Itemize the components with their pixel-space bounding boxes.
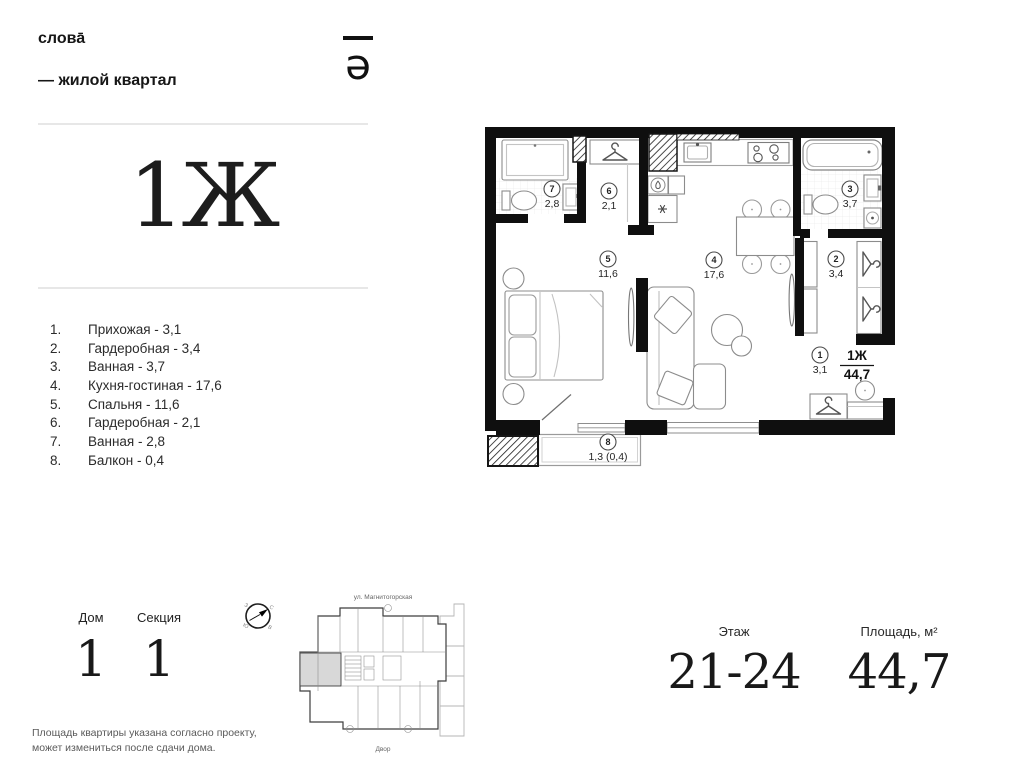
- floor-block: [664, 624, 804, 700]
- svg-text:1,3 (0,4): 1,3 (0,4): [588, 451, 628, 463]
- side-table: [732, 336, 752, 356]
- unit-label: [840, 348, 874, 382]
- compass-icon: [240, 598, 276, 634]
- divider-bottom: [38, 287, 368, 289]
- svg-text:2,1: 2,1: [601, 200, 617, 212]
- svg-text:Ю: Ю: [241, 622, 250, 631]
- svg-text:С: С: [268, 604, 275, 612]
- svg-text:7: 7: [549, 184, 555, 195]
- room-list: [50, 323, 222, 473]
- highlighted-unit: [300, 653, 341, 686]
- section-block: [124, 610, 194, 687]
- stove: [748, 143, 789, 164]
- room-list-item: 4. Кухня-гостиная - 17,6: [50, 378, 222, 394]
- building-minimap: [288, 586, 472, 766]
- street-label: ул. Магнитогорская: [353, 594, 413, 601]
- svg-text:8: 8: [605, 437, 611, 448]
- area-label: Площадь, м²: [860, 624, 938, 639]
- svg-text:З: З: [243, 602, 249, 610]
- sink: [864, 175, 882, 201]
- room-list-item: 5. Спальня - 11,6: [50, 396, 180, 412]
- area-value: 44,7: [847, 644, 951, 700]
- yard-label: Двор: [375, 746, 391, 753]
- house-label: Дом: [78, 610, 104, 625]
- room-label-2: [828, 251, 844, 280]
- svg-text:5: 5: [605, 254, 611, 265]
- svg-text:4: 4: [711, 255, 717, 266]
- room-list-item: 1. Прихожая - 3,1: [50, 322, 182, 337]
- toilet: [804, 195, 838, 214]
- room-list-item: 2. Гардеробная - 3,4: [50, 340, 201, 356]
- utility-box: [669, 176, 685, 194]
- svg-text:44,7: 44,7: [843, 367, 871, 382]
- room-label-6: [601, 183, 617, 212]
- brand-logo: [38, 28, 177, 91]
- brand-mark: [340, 36, 376, 87]
- room-list-item: 3. Ванная - 3,7: [50, 359, 166, 375]
- sofa: [647, 287, 726, 409]
- toilet: [502, 191, 537, 210]
- brand-line2: — жилой квартал: [38, 72, 177, 89]
- svg-text:1Ж: 1Ж: [847, 348, 867, 363]
- shower-cabin: [502, 140, 568, 180]
- svg-text:В: В: [266, 624, 273, 632]
- section-value: 1: [143, 630, 175, 688]
- floor-label: Этаж: [718, 624, 750, 639]
- room-label-1: [812, 347, 828, 376]
- washing-machine: [864, 208, 881, 228]
- room-list-item: 7. Ванная - 2,8: [50, 434, 166, 450]
- room-list-item: 8. Балкон - 0,4: [50, 452, 165, 468]
- apartment-type-title: 1Ж: [128, 144, 278, 247]
- room-label-4: [704, 252, 725, 281]
- tv-living: [789, 274, 794, 326]
- brand-line1: слова̄: [38, 30, 86, 47]
- brand-mark-glyph: ə: [345, 40, 371, 89]
- bed: [505, 291, 603, 380]
- svg-text:2,8: 2,8: [544, 198, 560, 210]
- svg-text:3,7: 3,7: [842, 198, 858, 210]
- area-block: [826, 624, 972, 700]
- svg-text:3: 3: [847, 184, 853, 195]
- svg-text:17,6: 17,6: [703, 269, 725, 281]
- floor-value: 21-24: [667, 644, 801, 700]
- bathtub: [803, 140, 882, 170]
- nightstand: [503, 268, 524, 289]
- house-block: [56, 610, 126, 687]
- svg-text:6: 6: [606, 186, 612, 197]
- floor-plan: [478, 118, 908, 488]
- svg-text:1: 1: [817, 350, 823, 361]
- tv-bedroom: [629, 288, 634, 346]
- svg-text:2: 2: [833, 254, 839, 265]
- section-label: Секция: [136, 610, 182, 625]
- room-label-5: [598, 251, 618, 280]
- house-value: 1: [75, 630, 107, 688]
- kitchen-sink: [684, 143, 711, 162]
- dining-set: [737, 200, 795, 274]
- divider-top: [38, 123, 368, 125]
- svg-text:3,1: 3,1: [812, 364, 828, 376]
- svg-text:11,6: 11,6: [598, 268, 618, 280]
- windows: [578, 423, 759, 434]
- balcony-door: [542, 395, 571, 421]
- svg-text:3,4: 3,4: [828, 268, 844, 280]
- nightstand: [503, 384, 524, 405]
- hall-dresser: [848, 402, 886, 419]
- disclaimer: Площадь квартиры указана согласно проекту, может измениться после сдачи дома.: [32, 727, 257, 754]
- room-list-item: 6. Гардеробная - 2,1: [50, 415, 201, 431]
